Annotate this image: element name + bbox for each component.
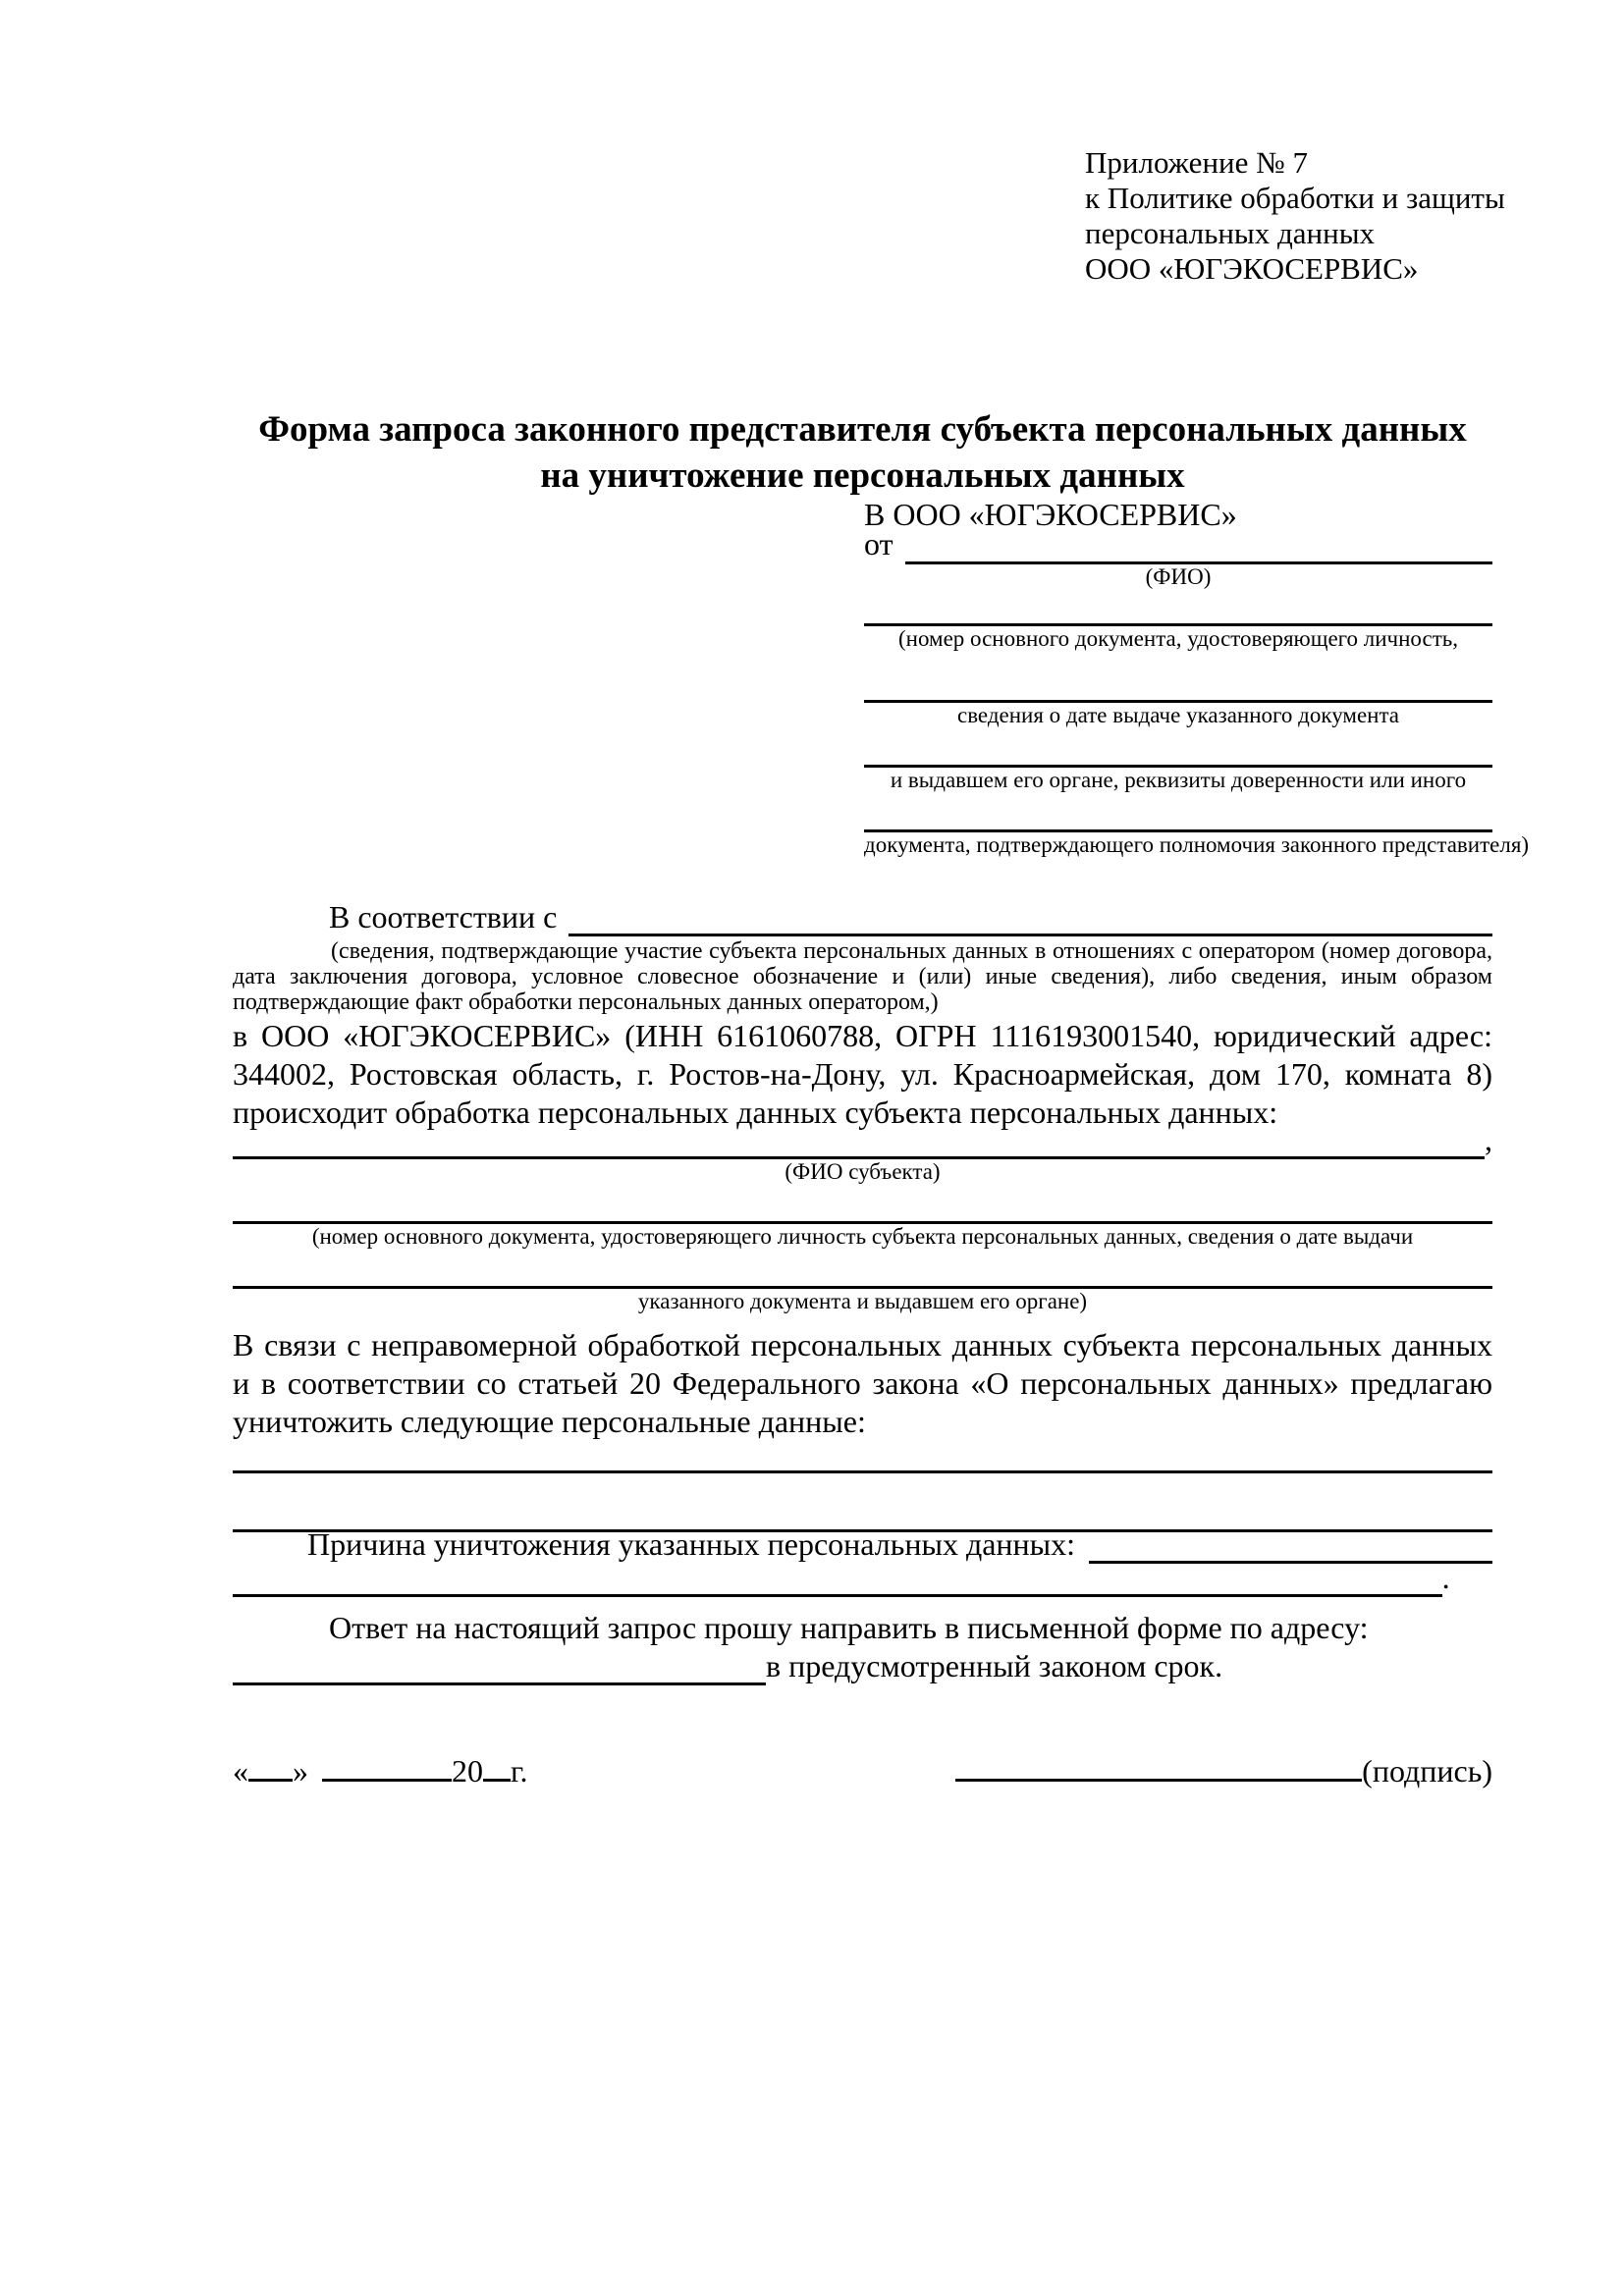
addressee-organization: В ООО «ЮГЭКОСЕРВИС»	[864, 497, 1237, 532]
representative-fio-field[interactable]	[905, 535, 1492, 564]
doc-caption-2: сведения о дате выдаче указанного документа	[956, 703, 1400, 727]
from-row	[864, 526, 1492, 564]
form-title-line2: на уничтожение персональных данных	[540, 455, 1185, 496]
according-field[interactable]	[568, 903, 1492, 936]
representative-doc-field-3[interactable]	[864, 728, 1492, 768]
year-prefix: 20	[452, 1753, 483, 1789]
reason-row	[233, 1526, 1492, 1564]
reason-field[interactable]	[1089, 1532, 1492, 1564]
doc-caption-3: и выдавшем его органе, реквизиты доверенности или иного	[890, 768, 1467, 792]
day-field[interactable]	[248, 1775, 293, 1782]
date-quote-close: »	[293, 1753, 308, 1789]
according-caption: (сведения, подтверждающие участие субъекта персональных данных в отношениях с оператором (номер договора, дата заключения договора, условное словесное обозначение и (или) иные сведения), либо сведения, иным образом подтверждающие факт обработки персональных данных оператором,)	[233, 938, 1492, 1015]
doc-caption-4: документа, подтверждающего полномочия законного представителя)	[864, 832, 1530, 857]
year-suffix: г.	[511, 1753, 528, 1789]
demand-paragraph: В связи с неправомерной обработкой персональных данных субъекта персональных данных и в соответствии со статьей 20 Федерального закона «О персональных данных» предлагаю уничтожить следующие персональные данные:	[233, 1327, 1492, 1439]
appendix-note-line: персональных данных	[1085, 216, 1376, 250]
from-label: от	[864, 526, 893, 561]
form-title	[233, 406, 1492, 499]
fio-caption: (ФИО)	[1145, 564, 1212, 589]
form-title-line1: Форма запроса законного представителя субъекта персональных данных	[258, 409, 1467, 450]
body-block	[233, 899, 1492, 1685]
appendix-note-line: ООО «ЮГЭКОСЕРВИС»	[1085, 251, 1419, 286]
reply-address-field[interactable]	[233, 1647, 766, 1685]
appendix-note-line: Приложение № 7	[1085, 145, 1308, 180]
subject-doc-caption-2: указанного документа и выдавшем его органе)	[637, 1289, 1088, 1313]
reason-label: Причина уничтожения указанных персональных данных:	[307, 1526, 1076, 1562]
subject-fio-row	[233, 1122, 1492, 1159]
reason-row-2	[233, 1560, 1492, 1597]
subject-doc-caption-1: (номер основного документа, удостоверяющего личность субъекта персональных данных, сведения о дате выдачи	[311, 1224, 1414, 1249]
reply-paragraph: Ответ на настоящий запрос прошу направить в письменной форме по адресу:	[329, 1610, 1369, 1645]
signature-caption: (подпись)	[1362, 1753, 1492, 1789]
doc-caption-1: (номер основного документа, удостоверяющего личность,	[897, 626, 1458, 651]
signature-field[interactable]	[955, 1775, 1362, 1782]
year-field[interactable]	[483, 1775, 511, 1782]
date-group	[233, 1753, 528, 1789]
operator-paragraph: в ООО «ЮГЭКОСЕРВИС» (ИНН 6161060788, ОГРН 1116193001540, юридический адрес: 344002, Ростовская область, г. Ростов-на-Дону, ул. Красноармейская, дом 170, комната 8) происходит обработка персональных данных субъекта персональных данных:	[233, 1018, 1492, 1130]
subject-fio-comma: ,	[1485, 1122, 1492, 1157]
appendix-note	[1085, 145, 1505, 287]
representative-doc-field-4[interactable]	[864, 793, 1492, 832]
according-row	[233, 899, 1492, 936]
subject-doc-field-2[interactable]	[233, 1250, 1492, 1289]
data-to-destroy-field-2[interactable]	[233, 1473, 1492, 1532]
signature-group	[955, 1753, 1492, 1789]
appendix-note-line: к Политике обработки и защиты	[1085, 181, 1505, 215]
reply-address-row	[233, 1647, 1492, 1685]
representative-doc-field-2[interactable]	[864, 652, 1492, 703]
addressee-block	[864, 494, 1530, 858]
footer-row	[233, 1753, 1492, 1789]
subject-fio-caption: (ФИО субъекта)	[785, 1159, 941, 1184]
representative-doc-field-1[interactable]	[864, 590, 1492, 626]
date-quote-open: «	[233, 1753, 248, 1789]
reply-tail: в предусмотренный законом срок.	[766, 1648, 1223, 1683]
subject-doc-field-1[interactable]	[233, 1185, 1492, 1224]
reason-field-2[interactable]	[233, 1564, 1442, 1597]
data-to-destroy-field-1[interactable]	[233, 1441, 1492, 1473]
subject-fio-field[interactable]	[233, 1132, 1485, 1159]
reason-period: .	[1441, 1560, 1450, 1595]
according-label: В соответствии с	[329, 899, 558, 934]
month-field[interactable]	[322, 1775, 452, 1782]
